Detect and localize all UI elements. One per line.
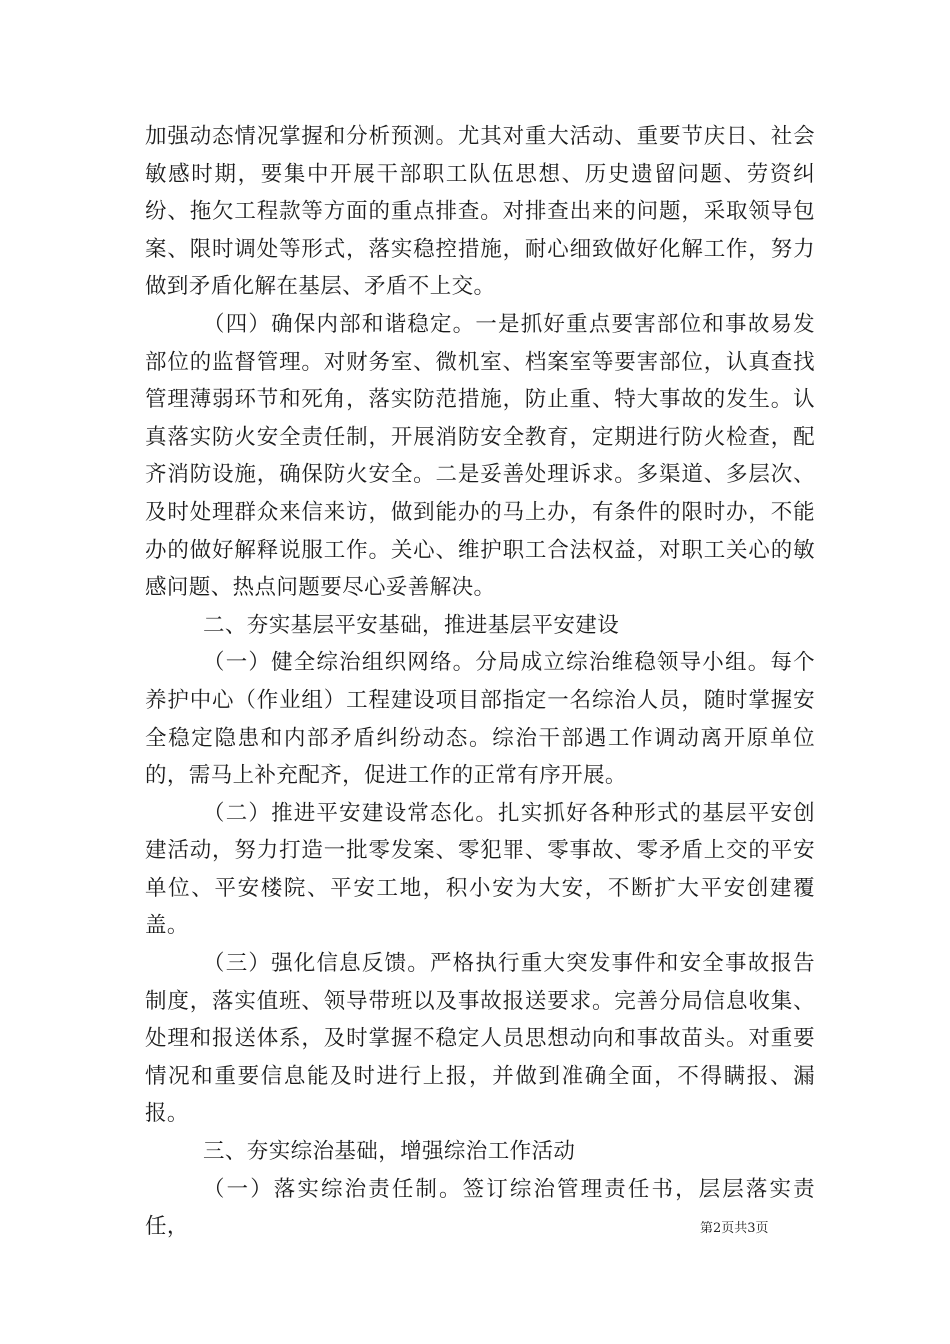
document-body <box>145 118 815 1246</box>
paragraph-2: （四）确保内部和谐稳定。一是抓好重点要害部位和事故易发部位的监督管理。对财务室、微机室、档案室等要害部位，认真查找管理薄弱环节和死角，落实防范措施，防止重、特大事故的发生。认真落实防火安全责任制，开展消防安全教育，定期进行防火检查，配齐消防设施，确保防火安全。二是妥善处理诉求。多渠道、多层次、及时处理群众来信来访，做到能办的马上办，有条件的限时办，不能办的做好解释说服工作。关心、维护职工合法权益，对职工关心的敏感问题、热点问题要尽心妥善解决。 <box>145 311 815 601</box>
paragraph-5: （三）强化信息反馈。严格执行重大突发事件和安全事故报告制度，落实值班、领导带班以及事故报送要求。完善分局信息收集、处理和报送体系，及时掌握不稳定人员思想动向和事故苗头。对重要情况和重要信息能及时进行上报，并做到准确全面，不得瞒报、漏报。 <box>145 951 815 1127</box>
section-heading-3: 三、夯实综治基础，增强综治工作活动 <box>203 1139 576 1165</box>
paragraph-1: 加强动态情况掌握和分析预测。尤其对重大活动、重要节庆日、社会敏感时期，要集中开展干部职工队伍思想、历史遗留问题、劳资纠纷、拖欠工程款等方面的重点排查。对排查出来的问题，采取领导包案、限时调处等形式，落实稳控措施，耐心细致做好化解工作，努力做到矛盾化解在基层、矛盾不上交。 <box>145 124 815 300</box>
section-heading-2: 二、夯实基层平安基础，推进基层平安建设 <box>203 612 620 638</box>
page-number-footer: 第2页共3页 <box>700 1221 769 1236</box>
paragraph-3: （一）健全综治组织网络。分局成立综治维稳领导小组。每个养护中心（作业组）工程建设项目部指定一名综治人员，随时掌握安全稳定隐患和内部矛盾纠纷动态。综治干部遇工作调动离开原单位的，需马上补充配齐，促进工作的正常有序开展。 <box>145 650 815 789</box>
paragraph-6: （一）落实综治责任制。签订综治管理责任书，层层落实责任， <box>145 1176 815 1240</box>
paragraph-4: （二）推进平安建设常态化。扎实抓好各种形式的基层平安创建活动，努力打造一批零发案、零犯罪、零事故、零矛盾上交的平安单位、平安楼院、平安工地，积小安为大安，不断扩大平安创建覆盖。 <box>145 800 815 939</box>
